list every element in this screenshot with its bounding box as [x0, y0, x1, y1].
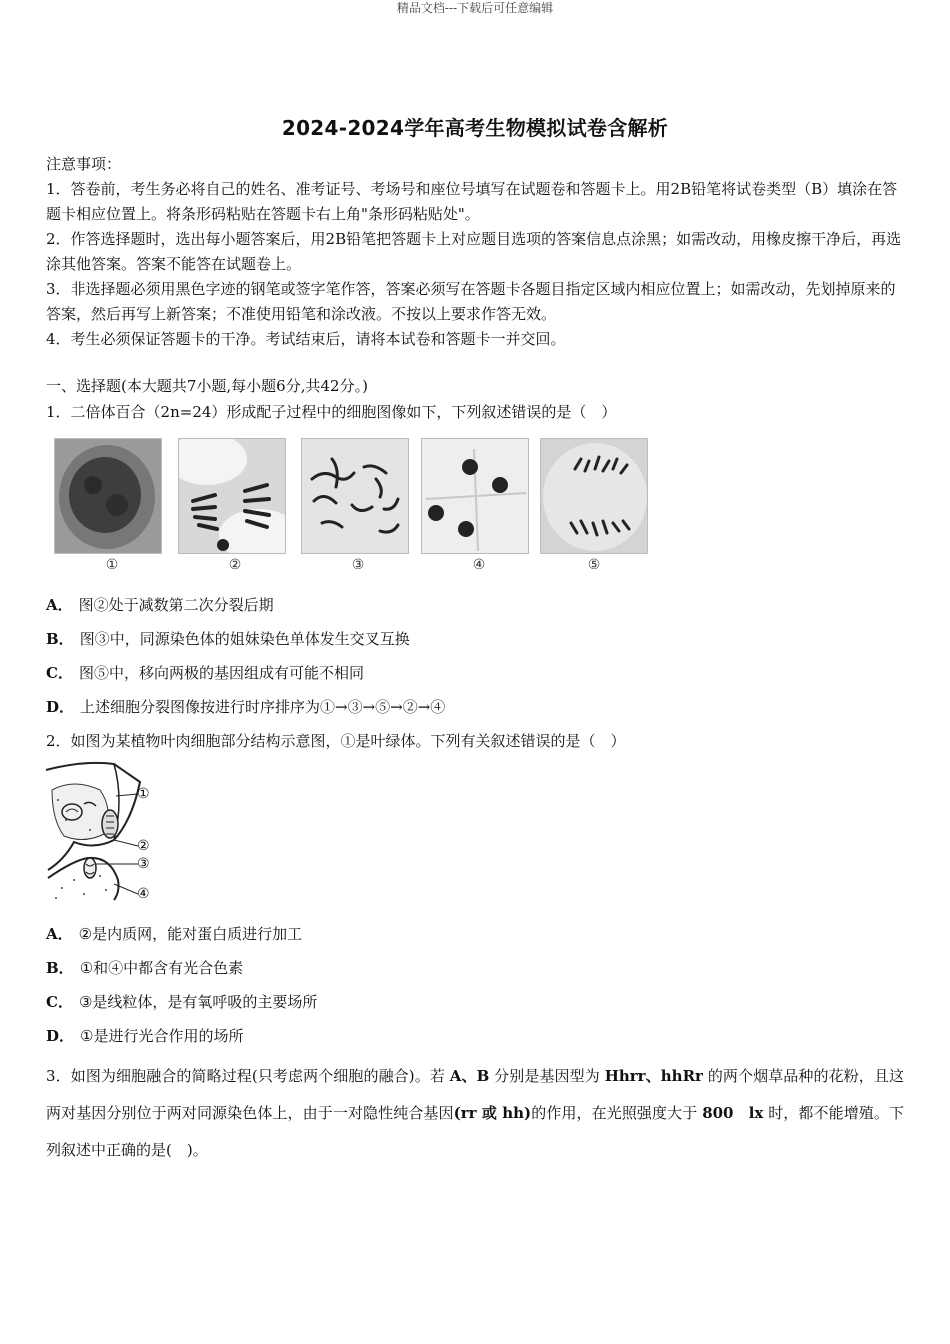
notes-item-4: 4．考生必须保证答题卡的干净。考试结束后，请将本试卷和答题卡一并交回。 — [46, 330, 566, 348]
q3-bold-1: A、B — [449, 1067, 490, 1085]
cell-label-1: ① — [137, 786, 150, 802]
option-letter: A． — [46, 596, 73, 614]
q3-text-4: 的作用，在光照强度大于 — [531, 1104, 703, 1122]
micrograph-2 — [178, 438, 286, 554]
option-letter: B． — [46, 959, 74, 977]
option-letter: A． — [46, 925, 73, 943]
notes-item-1: 1．答卷前，考生务必将自己的姓名、准考证号、考场号和座位号填写在试题卷和答题卡上。用2B铅笔将试卷类型（B）填涂在答题卡相应位置上。将条形码粘贴在答题卡右上角"条形码粘贴处"。 — [46, 180, 898, 223]
option-text: ②是内质网，能对蛋白质进行加工 — [78, 925, 303, 943]
option-text: ①和④中都含有光合色素 — [79, 959, 244, 977]
q3-text-3: 的两个烟草品种的花粉，且这两对基因分别位于两对同源染色体上，由于一对隐性纯合基因 — [46, 1067, 904, 1122]
notes-heading: 注意事项： — [46, 155, 122, 173]
micrograph-1 — [54, 438, 162, 554]
option-letter: B． — [46, 630, 74, 648]
q1-stem: 1．二倍体百合（2n=24）形成配子过程中的细胞图像如下，下列叙述错误的是（ ） — [46, 403, 617, 421]
cell-label-4: ④ — [137, 886, 150, 902]
section-heading: 一、选择题(本大题共7小题,每小题6分,共42分。) — [46, 377, 368, 395]
micrograph-5 — [540, 438, 648, 554]
q2-option-d[interactable] — [46, 1025, 243, 1046]
cell-diagram — [44, 760, 160, 904]
q1-option-d[interactable] — [46, 696, 445, 717]
q3-bold-2: Hhrr、hhRr — [604, 1067, 703, 1085]
micrograph-caption-3: ③ — [351, 557, 365, 573]
q3-bold-4: 800 lx — [702, 1104, 764, 1122]
micrograph-caption-5: ⑤ — [587, 557, 601, 573]
option-letter: D． — [46, 1027, 75, 1045]
page-title: 2024-2024学年高考生物模拟试卷含解析 — [281, 116, 669, 140]
cell-label-3: ③ — [137, 856, 150, 872]
q3-text-5: 时，都不能增殖。下列叙述中正确的是( )。 — [46, 1104, 904, 1159]
q1-option-c[interactable] — [46, 662, 364, 683]
notes-item-3: 3．非选择题必须用黑色字迹的钢笔或签字笔作答，答案必须写在答题卡各题目指定区域内相应位置上；如需改动，先划掉原来的答案，然后再写上新答案；不准使用铅笔和涂改液。不按以上要求作答无效。 — [46, 280, 896, 323]
micrograph-caption-4: ④ — [472, 557, 486, 573]
notes-section — [46, 152, 904, 352]
q2-option-c[interactable] — [46, 991, 317, 1012]
option-text: 图③中，同源染色体的姐妹染色单体发生交叉互换 — [79, 630, 410, 648]
q3-stem — [46, 1058, 904, 1169]
q3-bold-3: (rr 或 hh) — [453, 1104, 532, 1122]
cell-label-2: ② — [137, 838, 150, 854]
q1-option-a[interactable] — [46, 594, 274, 615]
q1-option-b[interactable] — [46, 628, 410, 649]
option-letter: C． — [46, 664, 73, 682]
option-letter: D． — [46, 698, 75, 716]
option-letter: C． — [46, 993, 73, 1011]
q2-stem: 2．如图为某植物叶肉细胞部分结构示意图，①是叶绿体。下列有关叙述错误的是（ ） — [46, 732, 626, 750]
q2-option-b[interactable] — [46, 957, 243, 978]
option-text: 图②处于减数第二次分裂后期 — [78, 596, 274, 614]
micrograph-caption-2: ② — [228, 557, 242, 573]
option-text: ③是线粒体，是有氧呼吸的主要场所 — [78, 993, 318, 1011]
micrograph-caption-1: ① — [105, 557, 119, 573]
q2-option-a[interactable] — [46, 923, 302, 944]
option-text: 上述细胞分裂图像按进行时序排序为①→③→⑤→②→④ — [80, 698, 446, 716]
header-note: 精品文档---下载后可任意编辑 — [396, 1, 554, 15]
option-text: 图⑤中，移向两极的基因组成有可能不相同 — [78, 664, 364, 682]
q3-text-2: 分别是基因型为 — [489, 1067, 605, 1085]
option-text: ①是进行光合作用的场所 — [80, 1027, 244, 1045]
micrograph-3 — [301, 438, 409, 554]
notes-item-2: 2．作答选择题时，选出每小题答案后，用2B铅笔把答题卡上对应题目选项的答案信息点涂黑；如需改动，用橡皮擦干净后，再选涂其他答案。答案不能答在试题卷上。 — [46, 230, 902, 273]
micrograph-4 — [421, 438, 529, 554]
q3-text-1: 3．如图为细胞融合的简略过程(只考虑两个细胞的融合)。若 — [46, 1067, 450, 1085]
